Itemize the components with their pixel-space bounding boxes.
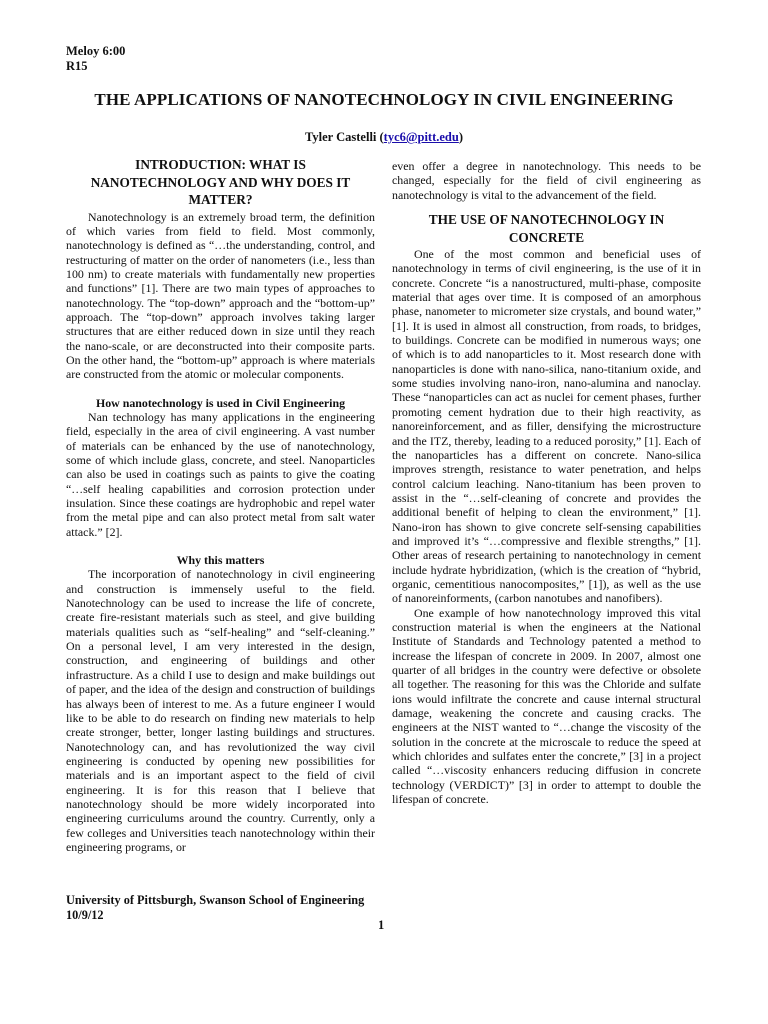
author-email-link[interactable]: tyc6@pitt.edu [383,130,459,144]
author-line [0,130,768,145]
header-line1: Meloy 6:00 [66,44,126,58]
paper-title: THE APPLICATIONS OF NANOTECHNOLOGY IN CIVIL ENGINEERING [94,90,674,109]
concrete-paragraph-2: One example of how nanotechnology improved this vital construction material is when the engineers at the National Institute of Standards and Technology patented a method to increase the lifespan of concrete in 2009. In 2007, almost one quarter of all bridges in the country were defective or obsolete all together. The reasoning for this was the Chloride and sulfate ions would infiltrate the concrete and cause internal structural damage, weakening the concrete and causing cracks. The engineers at the NIST wanted to “…change the viscosity of the solution in the concrete at the microscale to reduce the speed at which chlorides and sulfates enter the concrete,” [3] in a project called “…viscosity enhancers reducing diffusion in concrete technology (VERDICT)” [3] in order to attempt to double the lifespan of concrete. [392,605,701,807]
continued-paragraph: even offer a degree in nanotechnology. This needs to be changed, especially for the field of civil engineering as nanotechnology is vital to the advancement of the field. [392,159,701,202]
why-heading: Why this matters [176,553,265,568]
left-column [66,156,375,854]
right-column [392,159,701,806]
intro-heading: INTRODUCTION: WHAT IS NANOTECHNOLOGY AND WHY DOES IT MATTER? [90,157,351,207]
date: 10/9/12 [66,908,104,922]
author-name: Tyler Castelli ( [304,130,384,144]
concrete-heading: THE USE OF NANOTECHNOLOGY IN CONCRETE [428,212,665,245]
page-number: 1 [378,918,385,932]
why-paragraph: The incorporation of nanotechnology in civil engineering and construction is immensely useful to the field. Nanotechnology can be used to increase the life of concrete, create fire-resistant materials such as steel, and give building materials qualities such as “self-healing” and “self-cleaning.” On a personal level, I am very interested in the design, construction, and engineering of buildings and other infrastructure. As a child I use to design and make buildings out of paper, and the idea of the design and construction of buildings has always been of interest to me. As a future engineer I would like to be able to do research on finding new materials to help create stronger, better, longer lasting buildings and structures. Nanotechnology can, and has revolutionized the way civil engineering is conducted by opening new possibilities for materials and is an important aspect to the field of civil engineering. It is for this reason that I believe that nanotechnology should be more widely incorporated into engineering curriculums around the country. Currently, only a few colleges and Universities teach nanotechnology within their engineering programs, or [66,567,375,854]
affiliation: University of Pittsburgh, Swanson School of Engineering [66,893,365,907]
concrete-paragraph-1: One of the most common and beneficial uses of nanotechnology in terms of civil engineering, is the use of it in concrete. Concrete “is a nanostructured, multi-phase, composite material that ages over time. It is composed of an amorphous phase, nanometer to micrometer size crystals, and bound water,” [1]. It is used in almost all construction, from roads, to bridges, to buildings. Concrete can be modified in numerous ways; one of which is to add nanoparticles to it. Most research done with nanoparticles is done with nano-silica, nano-titanium oxide, and some studies involving nano-iron, nano-alumina and nanoclay. These “nanoparticles can act as nuclei for cement phases, further promoting cement hydration due to their high reactivity, as nanoreinforcement, and as filler, densifying the microstructure and the ITZ, thereby, leading to a reduced porosity,” [1]. Each of the nanoparticles has a different on concrete. Nano-silica improves strength, resistance to water penetration, and helps control calcium leaching. Nano-titanium has been proven to assist in the “…self-cleaning of concrete and provides the additional benefit of helping to clean the environment,” [1]. Nano-iron has shown to give concrete self-sensing capabilities and improved it’s “…compressive and flexible strengths,” [1]. Other areas of research pertaining to nanotechnology in cement include hydrate hybridization, (which is the creation of “hybrid, organic, cementitious nanocomposites,” [1]), as well as the use of nanoreinforments, (carbon nanotubes and nanofibers). [392,247,701,606]
how-paragraph: Nan technology has many applications in the engineering field, especially in the area of civil engineering. A vast number of materials can be enhanced by the use of nanotechnology, some of which include glass, concrete, and steel. Nanoparticles can also be used in coatings such as paints to give the coating “…self healing capabilities and corrosion protection under insulation. Since these coatings are hydrophobic and repel water from the metal pipe and can also protect metal from salt water attack.” [2]. [66,409,375,539]
author-close: ) [458,130,464,144]
header-meta [66,44,125,74]
intro-paragraph: Nanotechnology is an extremely broad term, the definition of which varies from field to field. Most commonly, nanotechnology is defined as “…the understanding, control, and restructuring of matter on the order of nanometers (i.e., less than 100 nm) to create materials with fundamentally new properties and functions” [1]. There are two main types of approaches to nanotechnology. The “top-down” approach and the “bottom-up” approach. The “top-down” approach involves taking larger structures that are either reduced down in size until they reach the nano-scale, or are deconstructed into their composite parts. On the other hand, the “bottom-up” approach is where materials are constructed from the atomic or molecular components. [66,209,375,382]
header-line2: R15 [66,59,88,73]
affiliation-block [66,893,386,923]
how-heading: How nanotechnology is used in Civil Engineering [95,395,346,410]
